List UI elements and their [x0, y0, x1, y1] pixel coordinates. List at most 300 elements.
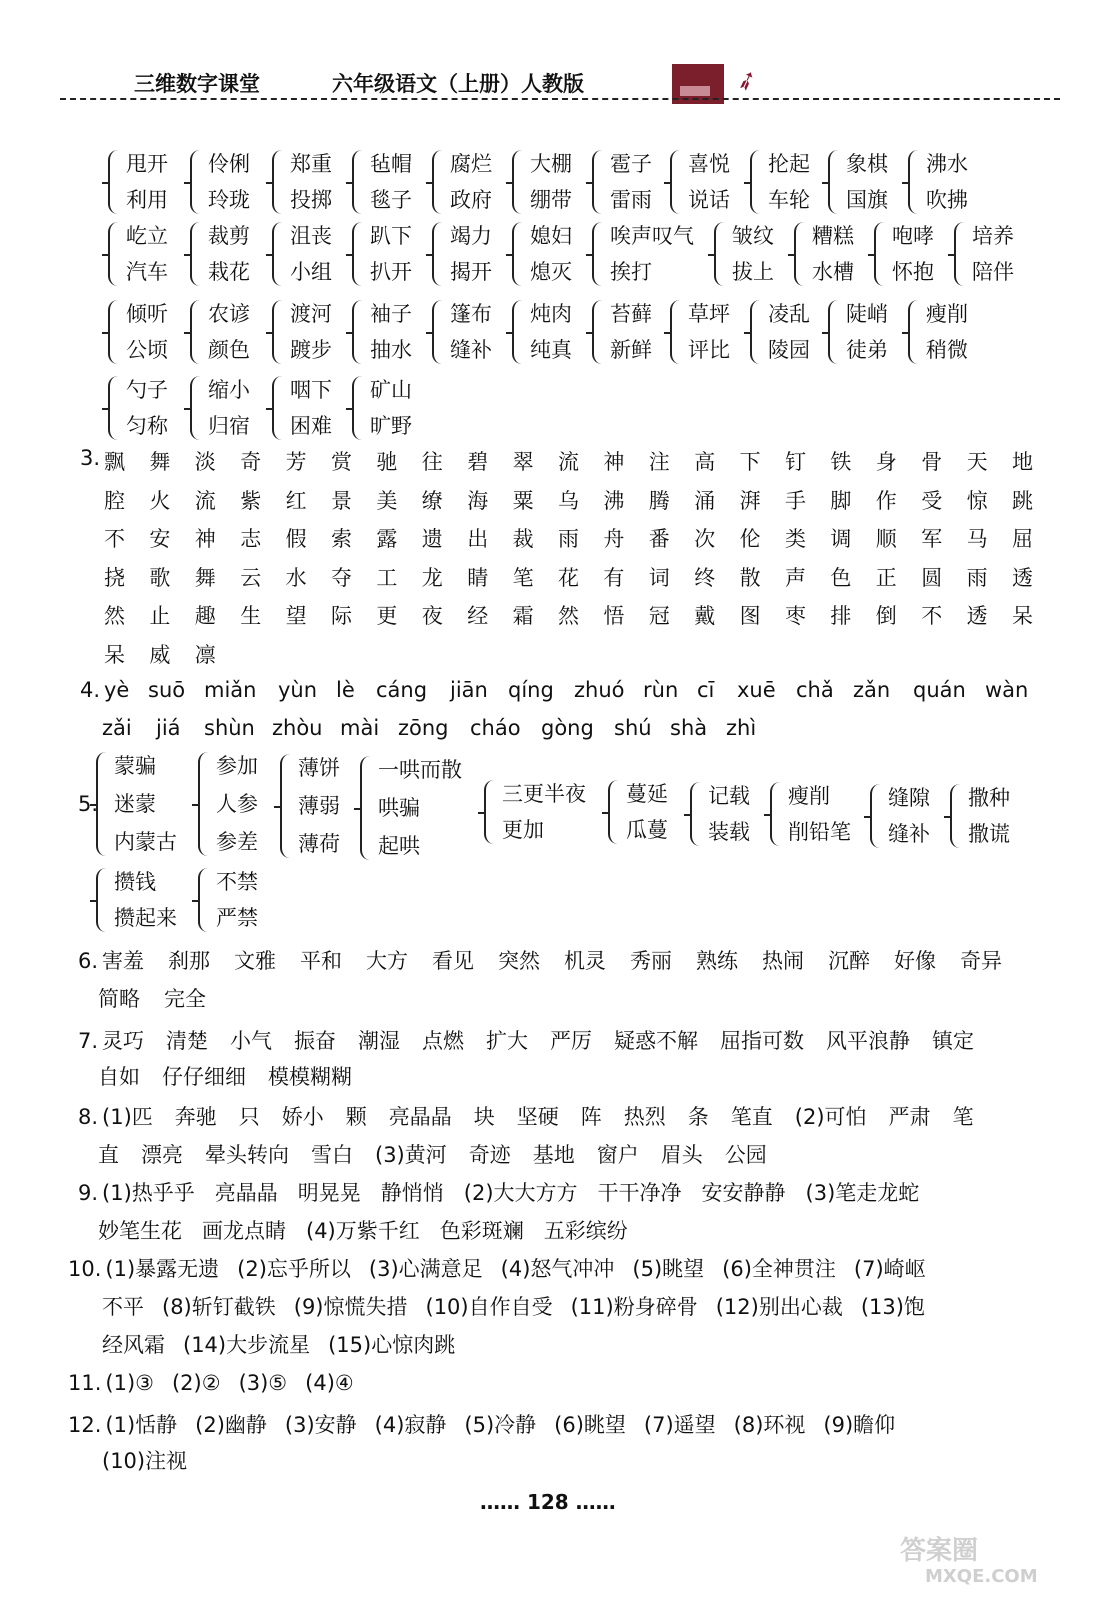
- word: 薄荷: [298, 832, 340, 856]
- word: 蒙骗: [114, 754, 156, 778]
- word-pair: [370, 376, 412, 440]
- answer-term: 不平: [102, 1295, 144, 1319]
- word-pair: [610, 300, 652, 364]
- word: 陪伴: [972, 260, 1014, 284]
- rocket-icon: ➶: [731, 63, 763, 99]
- answer-character: 终: [694, 565, 716, 590]
- answer-character: 笔: [512, 565, 534, 590]
- answer-character: 望: [285, 604, 307, 628]
- word: 迷蒙: [114, 792, 156, 816]
- word: 篷布: [450, 302, 492, 326]
- answer-character: 词: [648, 565, 670, 590]
- answer-line: [68, 1410, 913, 1440]
- answer-character: 志: [240, 527, 262, 551]
- word-pair-group: [272, 222, 332, 286]
- answer-character: 流: [558, 450, 579, 474]
- word-pair: [732, 222, 774, 286]
- word-pair: [768, 300, 810, 364]
- pinyin-answer: zhuó: [574, 678, 625, 702]
- brace-mark: [592, 300, 606, 364]
- answer-character: 工: [376, 565, 398, 590]
- brace-mark: [190, 222, 204, 286]
- page-number: …… 128 ……: [480, 1490, 616, 1514]
- word-pair: [126, 222, 168, 286]
- word: 陡峭: [846, 302, 888, 326]
- word-group: [198, 868, 258, 932]
- brace-mark: [272, 300, 286, 364]
- answer-character: 美: [376, 488, 398, 513]
- pinyin-answer: cī: [697, 678, 715, 702]
- answer-character: 假: [285, 527, 307, 551]
- word-list: [378, 756, 462, 860]
- word: 撒种: [968, 786, 1010, 810]
- word: 糟糕: [812, 224, 854, 248]
- brace-mark: [352, 150, 366, 214]
- answer-character: 景: [331, 488, 352, 513]
- pinyin-answer: zhì: [726, 716, 757, 740]
- answer-character: 缭: [421, 488, 443, 513]
- answer-term: 屈指可数: [720, 1029, 805, 1053]
- word: 装载: [708, 820, 750, 844]
- word: 一哄而散: [378, 758, 462, 782]
- word-pair: [290, 376, 332, 440]
- word: 勺子: [126, 378, 168, 402]
- answer-line: [78, 1102, 996, 1132]
- word-pair: [370, 300, 412, 364]
- brace-mark: [360, 756, 374, 860]
- word-pair-group: [714, 222, 774, 286]
- word-pair-group: [592, 222, 694, 286]
- word-pair: [926, 150, 968, 214]
- answer-term: (1)热乎乎: [102, 1181, 195, 1205]
- answer-term: 明晃晃: [297, 1181, 361, 1205]
- pinyin-answer: suō: [148, 678, 186, 702]
- word: 趴下: [370, 224, 412, 248]
- answer-character: 散: [739, 565, 761, 590]
- question-number: 10.: [68, 1257, 102, 1281]
- word-pair-group: [190, 300, 250, 364]
- watermark-logo: 答案圈: [900, 1536, 979, 1566]
- answer-line: [102, 1292, 943, 1322]
- answer-term: 突然: [498, 949, 541, 973]
- brace-mark: [272, 376, 286, 440]
- answer-term: (8)环视: [733, 1413, 806, 1437]
- answer-character: 往: [421, 450, 443, 474]
- word-pair: [926, 300, 968, 364]
- word: 车轮: [768, 188, 810, 212]
- word-pair: [846, 150, 888, 214]
- word: 困难: [290, 414, 332, 438]
- answer-character: 马: [966, 527, 988, 551]
- word: 缝补: [888, 822, 930, 846]
- answer-character: 呆: [104, 642, 125, 667]
- answer-character: 屈: [1012, 527, 1033, 551]
- pinyin-answer: shà: [670, 716, 708, 740]
- word: 公顷: [126, 338, 168, 362]
- question-number: 4.: [80, 678, 101, 702]
- answer-term: (3)笔走龙蛇: [805, 1181, 920, 1205]
- word: 雹子: [610, 152, 652, 176]
- answer-term: 奔驰: [174, 1105, 217, 1129]
- answer-term: 沉醉: [828, 949, 871, 973]
- word: 媳妇: [530, 224, 572, 248]
- word-group: [484, 780, 586, 844]
- answer-character: 云: [240, 565, 262, 590]
- word: 沸水: [926, 152, 968, 176]
- answer-term: 振奋: [294, 1029, 337, 1053]
- answer-term: 安安静静: [701, 1181, 786, 1205]
- answer-term: 镇定: [932, 1029, 975, 1053]
- answer-term: (2)幽静: [195, 1413, 267, 1437]
- answer-character: 腾: [648, 488, 670, 513]
- word: 屹立: [126, 224, 168, 248]
- answer-term: (4)怒气冲冲: [500, 1257, 615, 1281]
- answer-term: 秀丽: [630, 949, 673, 973]
- answer-character: 枣: [785, 604, 806, 628]
- answer-character: 地: [1012, 450, 1033, 474]
- word-pair-group: [670, 300, 730, 364]
- word-pair-group: [592, 300, 652, 364]
- answer-character: 神: [603, 450, 625, 474]
- word: 唉声叹气: [610, 224, 694, 248]
- answer-character: 睛: [467, 565, 489, 590]
- brace-mark: [432, 150, 446, 214]
- answer-line: [102, 1446, 205, 1476]
- answer-character: 挠: [104, 565, 125, 590]
- answer-term: 简略: [98, 987, 140, 1011]
- brace-mark: [908, 150, 922, 214]
- question-number: 5.: [78, 792, 99, 816]
- word: 参加: [216, 754, 258, 778]
- question-number: 12.: [68, 1413, 102, 1437]
- brace-mark: [280, 754, 294, 858]
- answer-term: 热烈: [623, 1105, 666, 1129]
- word: 倾听: [126, 302, 168, 326]
- answer-character: 粟: [512, 488, 534, 513]
- answer-term: 奇迹: [468, 1143, 511, 1167]
- brace-mark: [484, 780, 498, 844]
- answer-character: 正: [875, 565, 897, 590]
- word: 抽水: [370, 338, 412, 362]
- answer-term: 奇异: [960, 949, 1003, 973]
- answer-character: 碧: [467, 450, 489, 474]
- word-pair-group: [190, 150, 250, 214]
- word: 薄弱: [298, 794, 340, 818]
- answer-character: 冠: [648, 604, 670, 628]
- answer-character: 倒: [875, 604, 897, 628]
- brace-mark: [670, 300, 684, 364]
- answer-character: 际: [331, 604, 352, 628]
- answer-term: 刹那: [168, 949, 211, 973]
- word-group: [608, 780, 668, 844]
- answer-term: 热闹: [762, 949, 805, 973]
- pinyin-answer: zǎi: [102, 716, 132, 740]
- page-header: [60, 62, 1060, 106]
- answer-character: 声: [785, 565, 806, 590]
- answer-character: 圆: [921, 565, 943, 590]
- question-number: 6.: [78, 949, 99, 973]
- word: 腐烂: [450, 152, 492, 176]
- word: 三更半夜: [502, 782, 586, 806]
- word-group: [96, 752, 177, 856]
- word: 踱步: [290, 338, 332, 362]
- answer-line: [98, 1062, 374, 1092]
- answer-term: (2)可怕: [794, 1105, 867, 1129]
- word: 政府: [450, 188, 492, 212]
- answer-line: [98, 1216, 648, 1246]
- answer-character: 军: [921, 527, 943, 551]
- word-pair-group: [432, 300, 492, 364]
- pinyin-answer: qíng: [508, 678, 554, 702]
- brace-mark: [750, 150, 764, 214]
- word-group: [770, 782, 851, 846]
- word: 归宿: [208, 414, 250, 438]
- answer-term: 严厉: [550, 1029, 593, 1053]
- word: 撒谎: [968, 822, 1010, 846]
- brace-mark: [272, 150, 286, 214]
- word: 小组: [290, 260, 332, 284]
- word: 薄饼: [298, 756, 340, 780]
- brace-mark: [352, 222, 366, 286]
- pinyin-answer: lè: [336, 678, 355, 702]
- word-pair: [768, 150, 810, 214]
- answer-term: (10)自作自受: [425, 1295, 553, 1319]
- answer-term: (3)安静: [284, 1413, 357, 1437]
- answer-term: 公园: [724, 1143, 767, 1167]
- answer-term: 漂亮: [141, 1143, 183, 1167]
- answer-term: (12)别出心裁: [715, 1295, 843, 1319]
- answer-term: 只: [238, 1105, 260, 1129]
- word-group: [280, 754, 340, 858]
- pinyin-answer: rùn: [643, 678, 679, 702]
- word-pair: [610, 150, 652, 214]
- answer-term: 直: [98, 1143, 119, 1167]
- word: 评比: [688, 338, 730, 362]
- brace-mark: [198, 752, 212, 856]
- word-pair: [290, 300, 332, 364]
- brace-mark: [874, 222, 888, 286]
- word: 哄骗: [378, 796, 420, 820]
- answer-term: (8)斩钉截铁: [162, 1295, 276, 1319]
- answer-character: 驰: [376, 450, 398, 474]
- answer-term: (6)眺望: [554, 1413, 626, 1437]
- answer-character: 手: [785, 488, 806, 513]
- word-pair-group: [954, 222, 1014, 286]
- word: 渡河: [290, 302, 332, 326]
- answer-term: 风平浪静: [826, 1029, 911, 1053]
- word: 皱纹: [732, 224, 774, 248]
- answer-character: 飘: [104, 450, 125, 474]
- answer-term: (2)忘乎所以: [237, 1257, 351, 1281]
- answer-term: 大方: [366, 949, 409, 973]
- word-pair: [846, 300, 888, 364]
- answer-line: [98, 984, 230, 1014]
- word: 内蒙古: [114, 830, 177, 854]
- answer-character: 花: [558, 565, 579, 590]
- word: 栽花: [208, 260, 250, 284]
- word-pair: [812, 222, 854, 286]
- pinyin-answer: xuē: [737, 678, 776, 702]
- answer-term: 灵巧: [102, 1029, 145, 1053]
- answer-term: 小气: [230, 1029, 273, 1053]
- word: 抡起: [768, 152, 810, 176]
- brace-mark: [190, 376, 204, 440]
- brace-mark: [96, 752, 110, 856]
- word: 咽下: [290, 378, 332, 402]
- brace-mark: [592, 150, 606, 214]
- answer-character: 淡: [194, 450, 216, 474]
- answer-term: 晕头转向: [205, 1143, 289, 1167]
- answer-character: 不: [104, 527, 125, 551]
- word-pair: [290, 222, 332, 286]
- word-list: [788, 782, 851, 846]
- watermark-url: MXQE.COM: [925, 1566, 1038, 1587]
- pinyin-answer: zōng: [398, 716, 449, 740]
- brace-mark: [190, 150, 204, 214]
- word: 缝隙: [888, 786, 930, 810]
- answer-character: 更: [376, 604, 398, 628]
- answer-term: (2)大大方方: [463, 1181, 578, 1205]
- answer-term: 平和: [300, 949, 343, 973]
- word: 水槽: [812, 260, 854, 284]
- word-pair: [208, 150, 250, 214]
- answer-character: 翠: [512, 450, 534, 474]
- answer-character: 涌: [694, 488, 716, 513]
- answer-character: 顺: [875, 527, 897, 551]
- word: 吹拂: [926, 188, 968, 212]
- answer-character: 透: [1012, 565, 1033, 590]
- answer-term: 坚硬: [516, 1105, 559, 1129]
- answer-term: (15)心惊肉跳: [328, 1333, 456, 1357]
- answer-character: 呆: [1012, 604, 1033, 628]
- word: 投掷: [290, 188, 332, 212]
- answer-term: (10)注视: [102, 1449, 188, 1473]
- word-pair-group: [272, 300, 332, 364]
- answer-line: [78, 946, 1026, 976]
- word-list: [216, 752, 258, 856]
- answer-term: 熟练: [696, 949, 739, 973]
- word: 喜悦: [688, 152, 730, 176]
- word-pair: [126, 300, 168, 364]
- word: 匀称: [126, 414, 168, 438]
- question-number: 3.: [80, 446, 101, 470]
- answer-character: 水: [285, 565, 307, 590]
- answer-line: [68, 1368, 372, 1398]
- word-pair: [450, 150, 492, 214]
- word: 扒开: [370, 260, 412, 284]
- question-number: 11.: [68, 1371, 102, 1395]
- answer-term: (2)②: [171, 1371, 221, 1395]
- answer-character: 流: [194, 488, 216, 513]
- word-list: [216, 868, 258, 932]
- word-list: [502, 780, 586, 844]
- brace-mark: [794, 222, 808, 286]
- brace-mark: [828, 150, 842, 214]
- answer-character: 透: [966, 604, 988, 628]
- answer-term: 五彩缤纷: [543, 1219, 628, 1243]
- word: 炖肉: [530, 302, 572, 326]
- header-divider: [60, 98, 1060, 100]
- word-list: [114, 868, 177, 932]
- brace-mark: [108, 222, 122, 286]
- brace-mark: [592, 222, 606, 286]
- answer-character: 雨: [966, 565, 988, 590]
- answer-term: 点燃: [422, 1029, 465, 1053]
- answer-character: 次: [694, 527, 716, 551]
- answer-character: 沸: [603, 488, 625, 513]
- answer-character: 索: [331, 527, 352, 551]
- word: 说话: [688, 188, 730, 212]
- word: 玲珑: [208, 188, 250, 212]
- pinyin-answer: cháo: [470, 716, 521, 740]
- answer-character: 舞: [194, 565, 216, 590]
- answer-term: 阵: [580, 1105, 602, 1129]
- word: 利用: [126, 188, 168, 212]
- word: 瘦削: [926, 302, 968, 326]
- brace-mark: [870, 784, 884, 848]
- answer-line: [102, 1330, 473, 1360]
- answer-term: (14)大步流星: [183, 1333, 311, 1357]
- word-pair: [208, 300, 250, 364]
- word: 人参: [216, 792, 258, 816]
- answer-character: 红: [285, 488, 307, 513]
- answer-character: 调: [830, 527, 852, 551]
- word-pair-group: [108, 222, 168, 286]
- answer-term: (3)⑤: [238, 1371, 288, 1395]
- answer-character: 神: [194, 527, 216, 551]
- answer-term: (13)饱: [860, 1295, 925, 1319]
- word: 更加: [502, 818, 544, 842]
- brace-mark: [432, 222, 446, 286]
- word: 培养: [972, 224, 1014, 248]
- word: 陵园: [768, 338, 810, 362]
- answer-term: (5)眺望: [632, 1257, 705, 1281]
- answer-character: 裁: [512, 527, 534, 551]
- word: 竭力: [450, 224, 492, 248]
- word-pair-group: [352, 222, 412, 286]
- brace-mark: [670, 150, 684, 214]
- answer-character: 戴: [694, 604, 716, 628]
- word-pair: [892, 222, 934, 286]
- pinyin-answer: yùn: [278, 678, 318, 702]
- answer-character: 惊: [966, 488, 988, 513]
- answer-character: 趣: [194, 604, 216, 628]
- answer-term: (5)冷静: [464, 1413, 537, 1437]
- answer-character: 骨: [921, 450, 943, 474]
- answer-term: (1)③: [105, 1371, 154, 1395]
- pinyin-answer: zhòu: [272, 716, 323, 740]
- word-pair: [126, 376, 168, 440]
- word-pair: [530, 150, 572, 214]
- answer-term: 笔直: [730, 1105, 773, 1129]
- answer-character: 经: [467, 604, 489, 628]
- word-list: [888, 784, 930, 848]
- answer-term: (4)万紫千红: [306, 1219, 420, 1243]
- answer-term: (1)暴露无遗: [105, 1257, 220, 1281]
- pinyin-answer: chǎ: [796, 678, 834, 702]
- answer-character: 芳: [285, 450, 307, 474]
- answer-term: 仔仔细细: [162, 1065, 246, 1089]
- answer-term: 看见: [432, 949, 475, 973]
- word: 瓜蔓: [626, 818, 668, 842]
- answer-term: 妙笔生花: [98, 1219, 182, 1243]
- word-list: [968, 784, 1010, 848]
- word-group: [96, 868, 177, 932]
- answer-character: 色: [830, 565, 852, 590]
- pinyin-answer: shú: [614, 716, 652, 740]
- brace-mark: [950, 784, 964, 848]
- pinyin-answer: quán: [913, 678, 966, 702]
